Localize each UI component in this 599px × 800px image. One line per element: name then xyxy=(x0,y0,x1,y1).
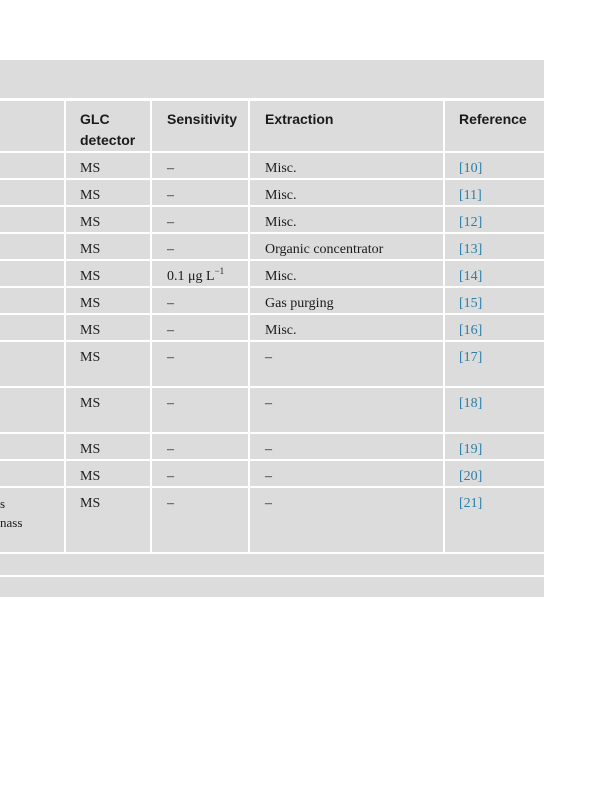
table-footer-band xyxy=(0,575,544,597)
table-row xyxy=(0,287,544,314)
reference-link[interactable]: [16] xyxy=(444,314,544,341)
table-row xyxy=(0,206,544,233)
table-row xyxy=(0,260,544,287)
sensitivity-cell: – xyxy=(151,233,249,260)
detector-cell: MS xyxy=(65,433,151,460)
extraction-cell: Misc. xyxy=(249,314,444,341)
cut-cell xyxy=(0,287,65,314)
detector-cell: MS xyxy=(65,206,151,233)
cut-cell xyxy=(0,460,65,487)
sensitivity-cell xyxy=(151,260,249,287)
sensitivity-cell: – xyxy=(151,433,249,460)
reference-link[interactable]: [21] xyxy=(444,487,544,553)
sensitivity-cell: – xyxy=(151,341,249,387)
detector-cell: MS xyxy=(65,487,151,553)
detector-cell: MS xyxy=(65,260,151,287)
table-frame xyxy=(0,60,544,595)
sensitivity-cell: – xyxy=(151,206,249,233)
sensitivity-cell: – xyxy=(151,314,249,341)
sensitivity-cell: – xyxy=(151,287,249,314)
detector-cell: MS xyxy=(65,152,151,179)
reference-link[interactable]: [20] xyxy=(444,460,544,487)
sensitivity-cell: – xyxy=(151,487,249,553)
cut-cell xyxy=(0,206,65,233)
detector-cell: MS xyxy=(65,341,151,387)
reference-link[interactable]: [15] xyxy=(444,287,544,314)
extraction-cell: – xyxy=(249,487,444,553)
extraction-cell: – xyxy=(249,460,444,487)
cut-cell xyxy=(0,314,65,341)
table-row xyxy=(0,233,544,260)
header-extraction: Extraction xyxy=(249,100,444,153)
detector-cell: MS xyxy=(65,287,151,314)
sensitivity-cell: – xyxy=(151,387,249,433)
header-cut-column xyxy=(0,100,65,153)
cut-cell xyxy=(0,260,65,287)
sensitivity-cell: – xyxy=(151,179,249,206)
table-row xyxy=(0,487,544,553)
reference-link[interactable]: [13] xyxy=(444,233,544,260)
cut-cell xyxy=(0,433,65,460)
table-row xyxy=(0,341,544,387)
detector-cell: MS xyxy=(65,387,151,433)
table-row xyxy=(0,152,544,179)
extraction-cell: – xyxy=(249,433,444,460)
detector-cell: MS xyxy=(65,460,151,487)
data-table xyxy=(0,98,544,554)
table-row xyxy=(0,460,544,487)
detector-cell: MS xyxy=(65,233,151,260)
reference-link[interactable]: [18] xyxy=(444,387,544,433)
table-row xyxy=(0,314,544,341)
reference-link[interactable]: [12] xyxy=(444,206,544,233)
header-reference: Reference xyxy=(444,100,544,153)
extraction-cell: Misc. xyxy=(249,179,444,206)
cut-cell xyxy=(0,152,65,179)
sensitivity-cell: – xyxy=(151,152,249,179)
extraction-cell: Gas purging xyxy=(249,287,444,314)
header-glc-detector: GLC detector xyxy=(65,100,151,153)
detector-cell: MS xyxy=(65,179,151,206)
cut-cell: s nass xyxy=(0,487,65,553)
reference-link[interactable]: [11] xyxy=(444,179,544,206)
cut-cell xyxy=(0,179,65,206)
sensitivity-cell: – xyxy=(151,460,249,487)
reference-link[interactable]: [10] xyxy=(444,152,544,179)
detector-cell: MS xyxy=(65,314,151,341)
extraction-cell: Misc. xyxy=(249,206,444,233)
extraction-cell: Organic concentrator xyxy=(249,233,444,260)
header-sensitivity: Sensitivity xyxy=(151,100,249,153)
reference-link[interactable]: [19] xyxy=(444,433,544,460)
extraction-cell: Misc. xyxy=(249,260,444,287)
table-row xyxy=(0,387,544,433)
cut-cell xyxy=(0,233,65,260)
table-row xyxy=(0,179,544,206)
table-row xyxy=(0,433,544,460)
cut-cell xyxy=(0,341,65,387)
sensitivity-value: 0.1 μg L xyxy=(167,269,215,284)
sensitivity-exponent: −1 xyxy=(214,266,225,276)
extraction-cell: – xyxy=(249,387,444,433)
table-title-band xyxy=(0,60,544,98)
table-header-row xyxy=(0,100,544,153)
reference-link[interactable]: [14] xyxy=(444,260,544,287)
extraction-cell: – xyxy=(249,341,444,387)
cut-cell xyxy=(0,387,65,433)
reference-link[interactable]: [17] xyxy=(444,341,544,387)
extraction-cell: Misc. xyxy=(249,152,444,179)
